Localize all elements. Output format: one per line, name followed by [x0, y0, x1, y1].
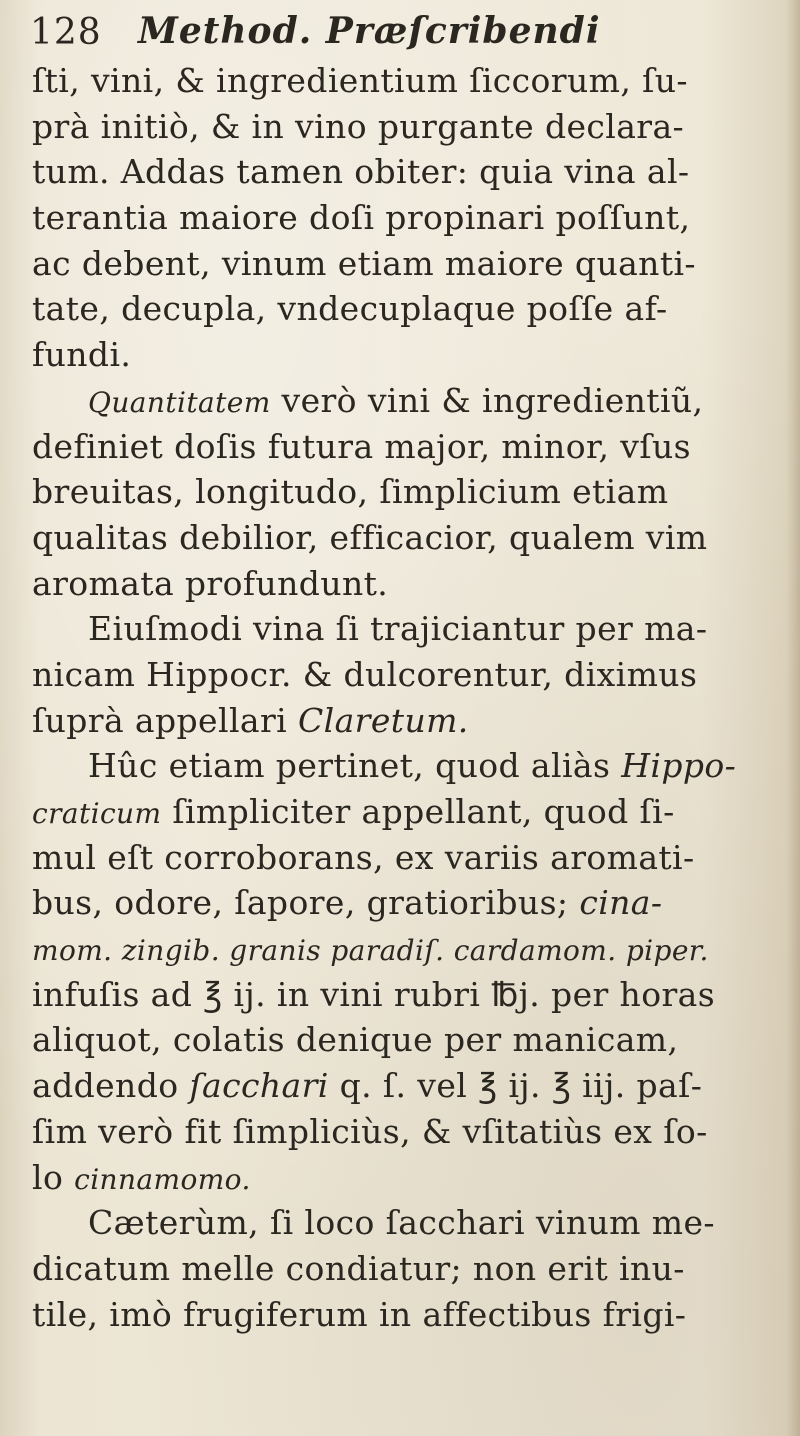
text-line: prà initiò, & in vino purgante declara-: [32, 106, 685, 146]
text-line: Hûc etiam pertinet, quod aliàs Hippo-: [88, 746, 737, 786]
text-line: terantia maiore doſi propinari poſſunt,: [32, 198, 691, 238]
text-line: aliquot, colatis denique per manicam,: [32, 1020, 679, 1060]
text-line: breuitas, longitudo, ſimplicium etiam: [32, 472, 669, 512]
text-line: Cæterùm, ſi loco ſacchari vinum me-: [88, 1203, 715, 1243]
text-line: ſti, vini, & ingredientium ſiccorum, ſu-: [32, 61, 688, 100]
text-line: definiet doſis futura major, minor, vſus: [32, 426, 691, 466]
text-line: Eiuſmodi vina ſi trajiciantur per ma-: [88, 609, 708, 649]
text-line: tum. Addas tamen obiter: quia vina al-: [32, 152, 690, 192]
text-line: bus, odore, ſapore, gratioribus; cina-: [32, 883, 663, 923]
text-line: tate, decupla, vndecuplaque poſſe af-: [32, 289, 668, 329]
text-line: infuſis ad ℥ ij. in vini rubri ℔j. per horas: [32, 974, 716, 1014]
text-line: lo cinnamomo.: [32, 1157, 251, 1197]
text-line: addendo ſacchari q. ſ. vel ℥ ij. ℥ iij. paſ-: [32, 1066, 703, 1106]
text-line: fundi.: [32, 335, 132, 375]
page-number: 128: [30, 12, 102, 53]
text-line: mom. zingib. granis paradiſ. cardamom. piper.: [32, 934, 709, 968]
text-line: qualitas debilior, efficacior, qualem vim: [32, 517, 708, 557]
text-line: Quantitatem verò vini & ingredientiũ,: [88, 380, 704, 420]
page-header: [30, 8, 770, 60]
page-edge-shadow: [786, 0, 800, 1436]
text-line: mul eſt corroborans, ex variis aromati-: [32, 837, 695, 877]
text-line: ſim verò fit ſimpliciùs, & vſitatiùs ex ſo-: [32, 1111, 708, 1151]
text-line: ſuprà appellari Claretum.: [32, 700, 469, 740]
text-line: dicatum melle condiatur; non erit inu-: [32, 1248, 685, 1288]
text-line: nicam Hippocr. & dulcorentur, diximus: [32, 654, 698, 694]
text-line: ac debent, vinum etiam maiore quanti-: [32, 243, 696, 283]
text-line: aromata profundunt.: [32, 563, 389, 603]
running-head: Method. Præſcribendi: [138, 10, 601, 52]
text-line: tile, imò frugiferum in affectibus frigi-: [32, 1294, 687, 1334]
text-line: craticum ſimpliciter appellant, quod ſi-: [32, 792, 675, 831]
body-text: [32, 58, 772, 1337]
